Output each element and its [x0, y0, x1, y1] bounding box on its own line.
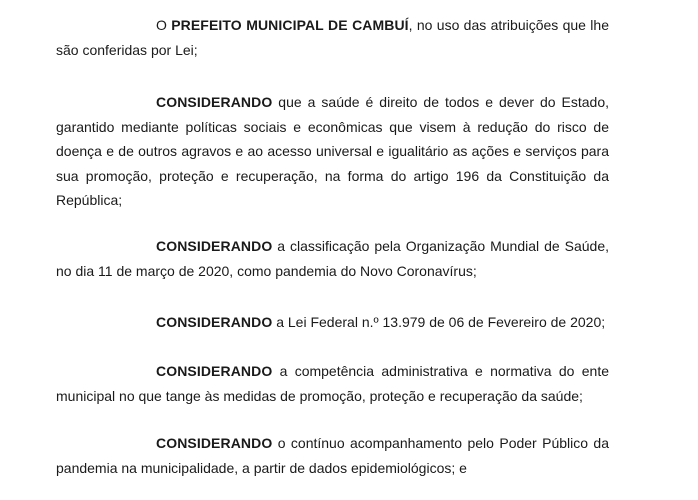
paragraph-text: a classificação pela Organização Mundial de Saúde, no dia 11 de março de 2020, como pandemia do Novo Coronavírus;	[56, 238, 609, 279]
paragraph-bold-keyword: CONSIDERANDO	[156, 314, 273, 330]
paragraph-bold-keyword: CONSIDERANDO	[156, 238, 273, 254]
paragraph-considerando-1	[56, 90, 609, 213]
paragraph-bold-title: PREFEITO MUNICIPAL DE CAMBUÍ	[171, 17, 409, 33]
paragraph-bold-keyword: CONSIDERANDO	[156, 363, 273, 379]
paragraph-text: o contínuo acompanhamento pelo Poder Público da pandemia na municipalidade, a partir de dados epidemiológicos; e	[56, 435, 609, 476]
paragraph-considerando-5	[56, 431, 609, 480]
paragraph-considerando-3	[56, 310, 609, 335]
paragraph-considerando-2	[56, 234, 609, 283]
paragraph-bold-keyword: CONSIDERANDO	[156, 94, 273, 110]
paragraph-bold-keyword: CONSIDERANDO	[156, 435, 273, 451]
paragraph-text: a Lei Federal n.º 13.979 de 06 de Fevereiro de 2020;	[272, 314, 606, 330]
paragraph-text: , no uso das atribuições que lhe são conferidas por Lei;	[56, 17, 609, 58]
paragraph-lead: O	[156, 17, 172, 33]
paragraph-text: que a saúde é direito de todos e dever do Estado, garantido mediante políticas sociais e econômicas que visem à redução do risco de doença e de outros agravos e ao acesso universal e igualitário as ações e serviços para sua promoção, proteção e recuperação, na forma do artigo 196 da Constituição da República;	[56, 94, 609, 208]
paragraph-considerando-4	[56, 359, 609, 408]
paragraph-preamble	[56, 13, 609, 62]
paragraph-text: a competência administrativa e normativa do ente municipal no que tange às medidas de promoção, proteção e recuperação da saúde;	[56, 363, 609, 404]
